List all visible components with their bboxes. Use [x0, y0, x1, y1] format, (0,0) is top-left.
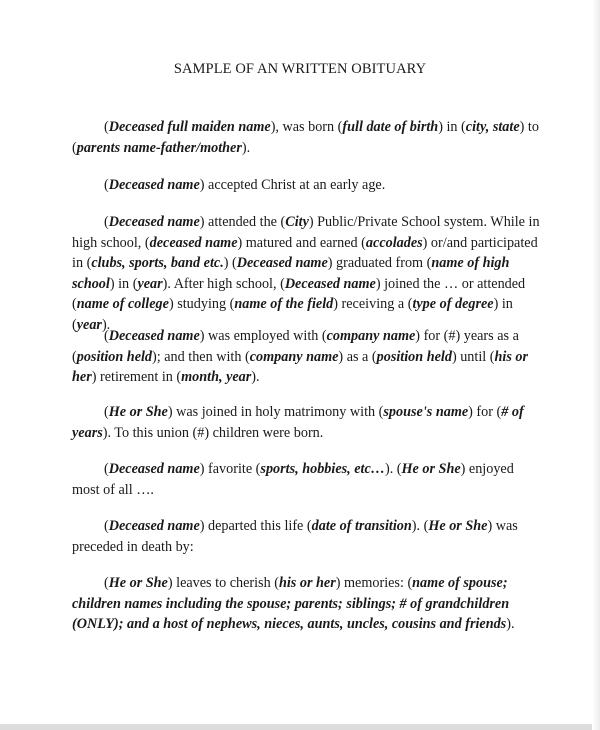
placeholder-field: date of transition — [311, 518, 412, 534]
document-title: SAMPLE OF AN WRITTEN OBITUARY — [173, 61, 427, 77]
static-text: ( — [104, 575, 109, 591]
placeholder-field: accolades — [365, 234, 423, 251]
placeholder-field: He or She — [108, 404, 168, 420]
static-text: ) for ( — [468, 404, 502, 420]
placeholder-field: Deceased name — [284, 275, 376, 292]
placeholder-field: company name — [249, 348, 339, 365]
static-text: ) leaves to cherish ( — [167, 575, 279, 591]
placeholder-field: Deceased name — [236, 255, 328, 271]
paragraph-death — [72, 516, 544, 557]
static-text: ). — [241, 139, 251, 156]
static-text: ) to ( — [72, 119, 539, 156]
placeholder-field: name of high school — [72, 255, 510, 292]
static-text: ) retirement in ( — [91, 369, 182, 385]
paragraph-faith — [72, 175, 544, 196]
static-text: ) was preceded in death by: — [72, 518, 518, 555]
static-text: ) until ( — [451, 348, 495, 365]
static-text: ( — [104, 328, 109, 344]
static-text: ). — [101, 316, 111, 333]
static-text: ) for (#) years as a ( — [72, 328, 519, 365]
placeholder-field: Deceased full maiden name — [108, 119, 271, 135]
placeholder-field: his or her — [72, 348, 529, 385]
paragraph-survivors — [72, 573, 544, 635]
paragraph-employment — [72, 326, 544, 388]
placeholder-field: company name — [326, 328, 416, 344]
placeholder-field: deceased name — [149, 234, 238, 251]
static-text: ); and then with ( — [152, 348, 250, 365]
static-text: ). To this union (#) children were born. — [102, 424, 324, 441]
placeholder-field: Deceased name — [108, 328, 200, 344]
placeholder-field: position held — [76, 348, 153, 365]
static-text: ), was born ( — [270, 119, 343, 135]
static-text: ) ( — [223, 255, 237, 271]
paragraph-hobbies — [72, 459, 544, 500]
placeholder-field: Deceased name — [108, 461, 200, 477]
static-text: ( — [104, 404, 109, 420]
paragraph-education — [72, 212, 544, 335]
static-text: ( — [104, 214, 109, 230]
static-text: ( — [104, 177, 109, 193]
placeholder-field: He or She — [428, 518, 488, 534]
static-text: ) in ( — [72, 296, 513, 333]
paragraph-marriage — [72, 402, 544, 443]
static-text: ). — [251, 369, 260, 385]
static-text: ) in ( — [438, 119, 466, 135]
static-text: ). ( — [411, 518, 429, 534]
placeholder-field: Deceased name — [108, 518, 200, 534]
placeholder-field: Deceased name — [108, 214, 200, 230]
static-text: ) Public/Private School system. While in high school, ( — [72, 214, 540, 251]
static-text: ( — [104, 119, 109, 135]
placeholder-field: He or She — [401, 461, 461, 477]
placeholder-field: # of years — [72, 404, 524, 441]
placeholder-field: sports, hobbies, etc… — [260, 461, 385, 477]
paragraph-birth — [72, 117, 544, 158]
static-text: ( — [104, 461, 109, 477]
static-text: ) studying ( — [168, 296, 235, 312]
placeholder-field: type of degree — [412, 296, 494, 312]
static-text: ) graduated from ( — [327, 255, 432, 271]
static-text: ) attended the ( — [199, 214, 286, 230]
page-edge-shadow — [592, 0, 600, 730]
static-text: ) receiving a ( — [333, 296, 413, 312]
placeholder-field: full date of birth — [342, 119, 439, 135]
placeholder-field: parents name-father/mother — [76, 139, 242, 156]
placeholder-field: month, year — [181, 369, 252, 385]
static-text: ) matured and earned ( — [237, 234, 366, 251]
static-text: ). ( — [384, 461, 402, 477]
static-text: ) was joined in holy matrimony with ( — [167, 404, 384, 420]
static-text: ) memories: ( — [335, 575, 413, 591]
placeholder-field: name of the field — [234, 296, 334, 312]
placeholder-field: name of college — [76, 296, 169, 312]
static-text: ) joined the … or attended ( — [72, 275, 526, 312]
placeholder-field: clubs, sports, band etc. — [91, 255, 224, 271]
placeholder-field: position held — [376, 348, 452, 365]
placeholder-field: City — [285, 214, 309, 230]
placeholder-field: He or She — [108, 575, 168, 591]
placeholder-field: year — [137, 275, 163, 292]
placeholder-field: his or her — [278, 575, 336, 591]
static-text: ). — [506, 616, 515, 632]
placeholder-field: spouse's name — [383, 404, 469, 420]
static-text: ). After high school, ( — [162, 275, 285, 292]
static-text: ) as a ( — [338, 348, 377, 365]
static-text: ) or/and participated in ( — [72, 234, 538, 271]
static-text: ) accepted Christ at an early age. — [199, 177, 386, 193]
static-text: ) departed this life ( — [199, 518, 312, 534]
static-text: ) in ( — [109, 275, 138, 292]
static-text: ) enjoyed most of all …. — [72, 461, 514, 498]
static-text: ) was employed with ( — [199, 328, 327, 344]
placeholder-field: year — [76, 316, 102, 333]
static-text: ( — [104, 518, 109, 534]
static-text: ) favorite ( — [199, 461, 261, 477]
placeholder-field: city, state — [465, 119, 520, 135]
placeholder-field: Deceased name — [108, 177, 200, 193]
placeholder-field: name of spouse; children names including the spouse; parents; siblings; # of grandchildren (ONLY); and a host of nephews, nieces, aunts, uncles, cousins and friends — [72, 575, 510, 632]
